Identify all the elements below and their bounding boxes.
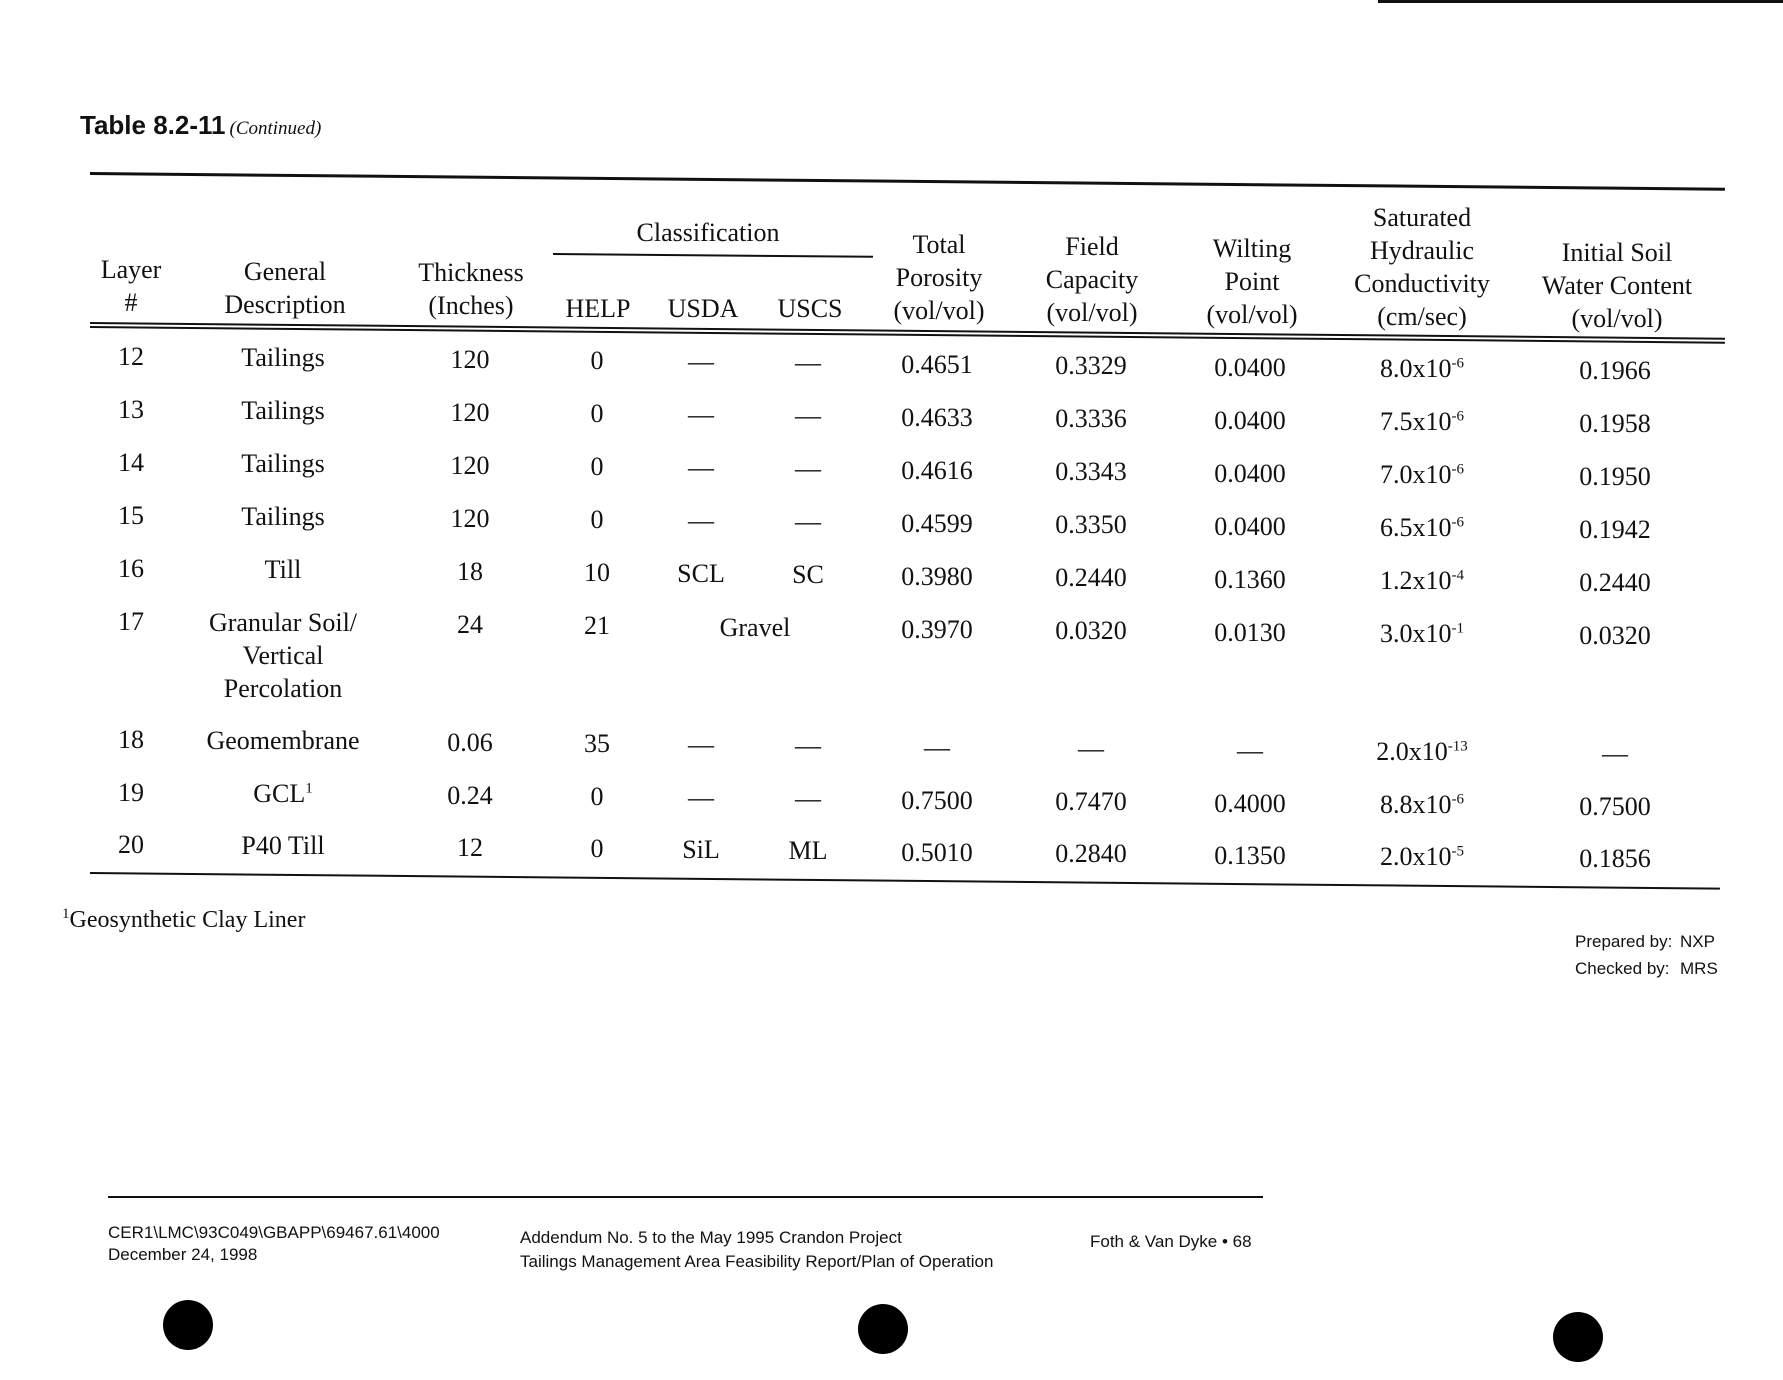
cell-porosity: 0.5010	[901, 837, 973, 867]
cell-initial-water: 0.1856	[1579, 844, 1651, 874]
cell-conductivity: $1.2x10^{-4}$	[1380, 566, 1464, 596]
footer-rule	[108, 1196, 1263, 1198]
cell-uscs: ML	[788, 836, 828, 866]
cell-field-capacity: —	[1078, 734, 1104, 764]
cell-classification-merged: Gravel	[719, 612, 791, 642]
continued-label: (Continued)	[229, 118, 322, 139]
cell-uscs: —	[795, 454, 821, 484]
conductivity-exponent: -6	[1451, 355, 1464, 372]
checked-by-value: MRS	[1680, 959, 1718, 978]
cell-initial-water: 0.1950	[1579, 462, 1651, 492]
cell-wilting-point: 0.0130	[1214, 617, 1286, 647]
cell-thickness: 18	[457, 557, 483, 587]
conductivity-exponent: -6	[1451, 791, 1464, 808]
cell-initial-water: 0.7500	[1579, 792, 1651, 822]
cell-uscs: —	[795, 731, 821, 761]
cell-conductivity: $2.0x10^{-13}$	[1376, 737, 1468, 767]
footer-center	[520, 1226, 993, 1274]
table-number: Table 8.2-11	[80, 110, 226, 140]
cell-thickness: 120	[450, 398, 490, 428]
punch-hole-right	[1553, 1312, 1603, 1362]
conductivity-exponent: -5	[1451, 843, 1464, 860]
cell-wilting-point: 0.4000	[1214, 788, 1286, 818]
cell-field-capacity: 0.2840	[1055, 839, 1127, 869]
cell-uscs: SC	[792, 560, 824, 590]
prepared-by-label: Prepared by:	[1575, 932, 1673, 951]
cell-layer: 16	[118, 554, 144, 583]
cell-description: GCL$^1$	[253, 779, 313, 809]
cell-usda: —	[688, 347, 714, 377]
conductivity-exponent: -6	[1451, 408, 1464, 425]
table-top-rule	[90, 172, 1725, 191]
footnote-mark: 1	[62, 906, 70, 922]
cell-conductivity: $8.0x10^{-6}$	[1380, 354, 1464, 384]
cell-porosity: 0.7500	[901, 785, 973, 815]
conductivity-exponent: -6	[1451, 461, 1464, 478]
cell-wilting-point: 0.0400	[1214, 458, 1286, 488]
cell-help: 0	[590, 399, 604, 429]
footnote	[62, 906, 305, 934]
cell-help: 0	[590, 782, 604, 812]
conductivity-exponent: -4	[1451, 567, 1464, 584]
cell-uscs: —	[795, 784, 821, 814]
table-title	[80, 110, 321, 141]
header-field-capacity: Field Capacity (vol/vol)	[1045, 232, 1139, 327]
header-saturated-conductivity: Saturated Hydraulic Conductivity (cm/sec)	[1354, 203, 1490, 331]
header-total-porosity: Total Porosity (vol/vol)	[893, 230, 985, 325]
cell-usda: —	[688, 400, 714, 430]
cell-layer: 20	[118, 830, 144, 859]
cell-thickness: 24	[457, 610, 483, 640]
cell-conductivity: $2.0x10^{-5}$	[1380, 842, 1464, 872]
cell-conductivity: $6.5x10^{-6}$	[1380, 513, 1464, 543]
conductivity-exponent: -1	[1451, 620, 1464, 637]
prepared-block	[1575, 928, 1718, 982]
cell-help: 0	[590, 505, 604, 535]
conductivity-exponent: -13	[1447, 738, 1468, 755]
footer-left	[108, 1222, 440, 1266]
cell-thickness: 120	[450, 504, 490, 534]
footer-report-line2: Tailings Management Area Feasibility Report/Plan of Operation	[520, 1252, 994, 1271]
cell-description: Till	[264, 555, 302, 585]
cell-initial-water: —	[1602, 739, 1628, 769]
cell-initial-water: 0.1966	[1579, 356, 1651, 386]
prepared-by-value: NXP	[1680, 932, 1715, 951]
cell-usda: —	[688, 506, 714, 536]
cell-uscs: —	[795, 507, 821, 537]
cell-help: 21	[584, 611, 610, 641]
cell-layer: 19	[118, 778, 144, 807]
cell-wilting-point: 0.0400	[1214, 352, 1286, 382]
cell-layer: 14	[118, 448, 144, 477]
cell-conductivity: $3.0x10^{-1}$	[1380, 619, 1464, 649]
cell-layer: 17	[118, 607, 144, 636]
cell-porosity: 0.4599	[901, 508, 973, 538]
cell-description: P40 Till	[241, 831, 325, 861]
cell-field-capacity: 0.2440	[1055, 563, 1127, 593]
cell-wilting-point: —	[1237, 735, 1263, 765]
footer-report-line1: Addendum No. 5 to the May 1995 Crandon Project	[520, 1228, 902, 1247]
footnote-reference: 1	[305, 780, 313, 797]
header-layer: Layer #	[100, 255, 162, 317]
cell-help: 0	[590, 834, 604, 864]
header-help: HELP	[565, 294, 631, 323]
cell-uscs: —	[795, 401, 821, 431]
cell-porosity: 0.3970	[901, 614, 973, 644]
cell-porosity: 0.3980	[901, 561, 973, 591]
cell-description: Tailings	[241, 343, 325, 373]
footer-file-path: CER1\LMC\93C049\GBAPP\69467.61\4000	[108, 1223, 440, 1242]
header-uscs: USCS	[777, 294, 843, 323]
cell-description: Tailings	[241, 502, 325, 532]
cell-description: Tailings	[241, 449, 325, 479]
cell-field-capacity: 0.3336	[1055, 404, 1127, 434]
header-wilting-point: Wilting Point (vol/vol)	[1206, 234, 1298, 329]
cell-wilting-point: 0.1350	[1214, 840, 1286, 870]
cell-uscs: —	[795, 348, 821, 378]
cell-layer: 18	[118, 725, 144, 754]
cell-usda: —	[688, 783, 714, 813]
cell-usda: —	[688, 730, 714, 760]
cell-thickness: 120	[450, 345, 490, 375]
checked-by-label: Checked by:	[1575, 959, 1670, 978]
cell-layer: 12	[118, 342, 144, 371]
cell-initial-water: 0.1942	[1579, 515, 1651, 545]
punch-hole-left	[163, 1300, 213, 1350]
cell-description: Tailings	[241, 396, 325, 426]
cell-porosity: 0.4633	[901, 402, 973, 432]
cell-field-capacity: 0.3343	[1055, 457, 1127, 487]
header-classification: Classification	[636, 218, 780, 247]
footnote-text: Geosynthetic Clay Liner	[69, 907, 306, 933]
conductivity-exponent: -6	[1451, 514, 1464, 531]
punch-hole-center	[858, 1304, 908, 1354]
cell-field-capacity: 0.0320	[1055, 616, 1127, 646]
footer-page: Foth & Van Dyke • 68	[1090, 1232, 1252, 1251]
cell-usda: —	[688, 453, 714, 483]
cell-description: Geomembrane	[206, 726, 360, 756]
cell-field-capacity: 0.3350	[1055, 510, 1127, 540]
cell-conductivity: $8.8x10^{-6}$	[1380, 790, 1464, 820]
cell-wilting-point: 0.0400	[1214, 405, 1286, 435]
cell-initial-water: 0.2440	[1579, 568, 1651, 598]
cell-usda: SiL	[682, 835, 720, 865]
cell-description: Granular Soil/ Vertical Percolation	[208, 608, 358, 704]
cell-porosity: 0.4651	[901, 349, 973, 379]
cell-layer: 15	[118, 501, 144, 530]
footer-date: December 24, 1998	[108, 1245, 258, 1264]
cell-help: 10	[584, 558, 610, 588]
cell-thickness: 120	[450, 451, 490, 481]
cell-porosity: —	[924, 732, 950, 762]
cell-thickness: 0.06	[447, 728, 493, 758]
table-bottom-rule	[90, 872, 1720, 890]
cell-initial-water: 0.0320	[1579, 621, 1651, 651]
cell-thickness: 0.24	[447, 781, 493, 811]
cell-help: 35	[584, 729, 610, 759]
cell-thickness: 12	[457, 833, 483, 863]
header-thickness: Thickness (Inches)	[418, 258, 524, 320]
cell-usda: SCL	[677, 559, 725, 589]
header-initial-water-content: Initial Soil Water Content (vol/vol)	[1541, 238, 1693, 333]
cell-wilting-point: 0.1360	[1214, 564, 1286, 594]
cell-help: 0	[590, 346, 604, 376]
cell-porosity: 0.4616	[901, 455, 973, 485]
cell-field-capacity: 0.3329	[1055, 351, 1127, 381]
cell-initial-water: 0.1958	[1579, 409, 1651, 439]
header-usda: USDA	[667, 294, 739, 323]
cell-wilting-point: 0.0400	[1214, 511, 1286, 541]
header-general-description: General Description	[224, 257, 346, 319]
top-edge-rule	[1378, 0, 1783, 3]
classification-rule	[553, 253, 873, 258]
cell-conductivity: $7.0x10^{-6}$	[1380, 460, 1464, 490]
cell-help: 0	[590, 452, 604, 482]
cell-field-capacity: 0.7470	[1055, 787, 1127, 817]
cell-layer: 13	[118, 395, 144, 424]
cell-conductivity: $7.5x10^{-6}$	[1380, 407, 1464, 437]
